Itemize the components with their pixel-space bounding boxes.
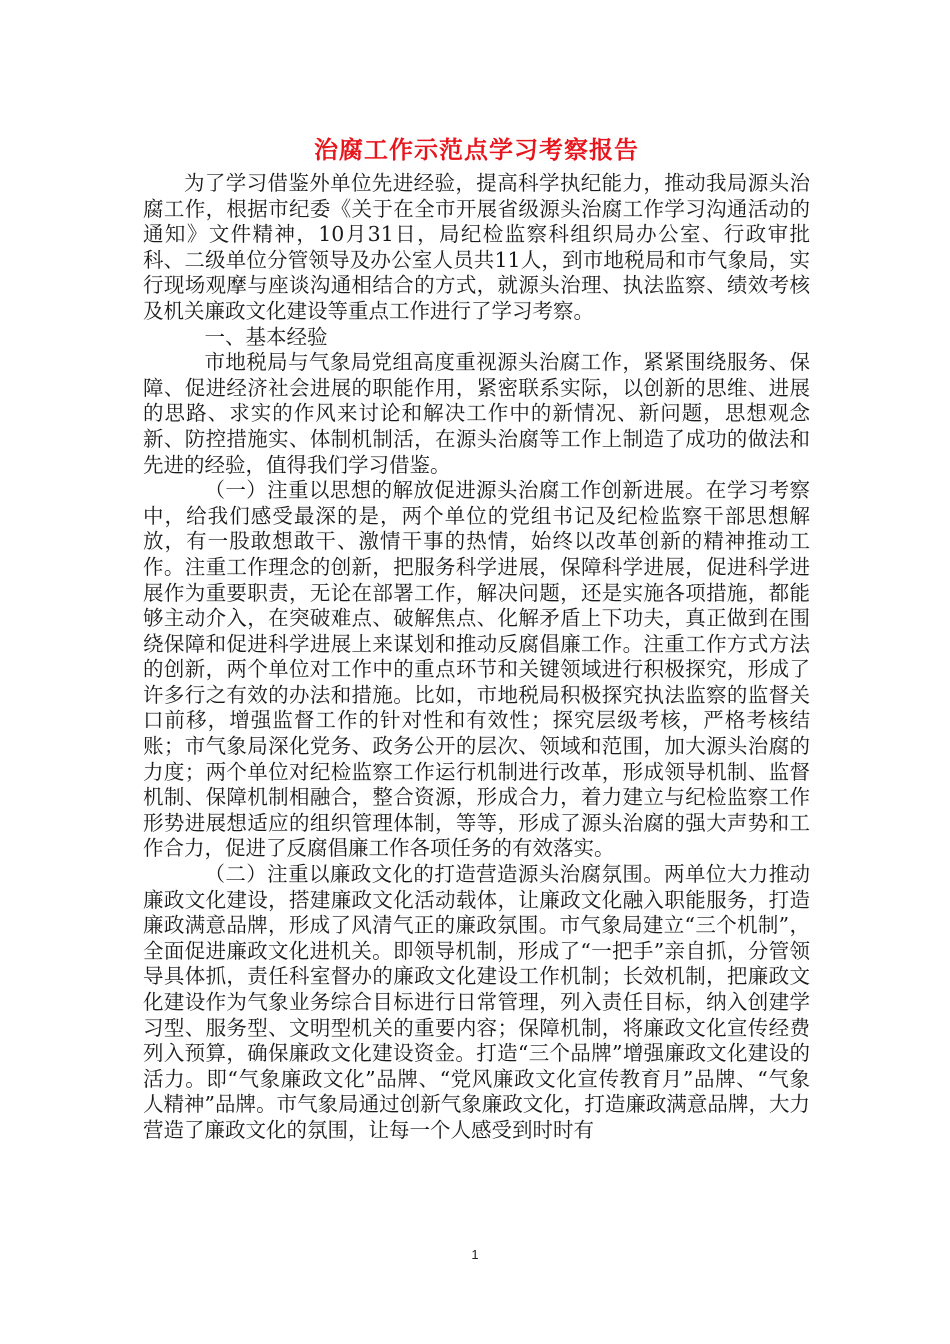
intro-paragraph: 为了学习借鉴外单位先进经验，提高科学执纪能力，推动我局源头治腐工作，根据市纪委《关于在全市开展省级源头治腐工作学习沟通活动的通知》文件精神，10月31日，局纪检监察科组织局办公室、行政审批科、二级单位分管领导及办公室人员共11人，到市地税局和市气象局，实行现场观摩与座谈沟通相结合的方式，就源头治理、执法监察、绩效考核及机关廉政文化建设等重点工作进行了学习考察。 — [143, 171, 810, 323]
body-paragraph: （一）注重以思想的解放促进源头治腐工作创新进展。在学习考察中，给我们感受最深的是，两个单位的党组书记及纪检监察干部思想解放，有一股敢想敢干、激情干事的热情，始终以改革创新的精神推动工作。注重工作理念的创新，把服务科学进展，保障科学进展，促进科学进展作为重要职责，无论在部署工作，解决问题，还是实施各项措施，都能够主动介入，在突破难点、破解焦点、化解矛盾上下功夫，真正做到在围绕保障和促进科学进展上来谋划和推动反腐倡廉工作。注重工作方式方法的创新，两个单位对工作中的重点环节和关键领域进行积极探究，形成了许多行之有效的办法和措施。比如，市地税局积极探究执法监察的监督关口前移，增强监督工作的针对性和有效性；探究层级考核，严格考核结账；市气象局深化党务、政务公开的层次、领域和范围，加大源头治腐的力度；两个单位对纪检监察工作运行机制进行改革，形成领导机制、监督机制、保障机制相融合，整合资源，形成合力，着力建立与纪检监察工作形势进展想适应的组织管理体制，等等，形成了源头治腐的强大声势和工作合力，促进了反腐倡廉工作各项任务的有效落实。 — [143, 478, 810, 861]
body-paragraph: 市地税局与气象局党组高度重视源头治腐工作，紧紧围绕服务、保障、促进经济社会进展的职能作用，紧密联系实际，以创新的思维、进展的思路、求实的作风来讨论和解决工作中的新情况、新问题，思想观念新、防控措施实、体制机制活，在源头治腐等工作上制造了成功的做法和先进的经验，值得我们学习借鉴。 — [143, 350, 810, 477]
body-paragraph: （二）注重以廉政文化的打造营造源头治腐氛围。两单位大力推动廉政文化建设，搭建廉政文化活动载体，让廉政文化融入职能服务，打造廉政满意品牌，形成了风清气正的廉政氛围。市气象局建立“三个机制”，全面促进廉政文化进机关。即领导机制，形成了“一把手”亲自抓，分管领导具体抓，责任科室督办的廉政文化建设工作机制；长效机制，把廉政文化建设作为气象业务综合目标进行日常管理，列入责任目标，纳入创建学习型、服务型、文明型机关的重要内容；保障机制，将廉政文化宣传经费列入预算，确保廉政文化建设资金。打造“三个品牌”增强廉政文化建设的活力。即“气象廉政文化”品牌、“党风廉政文化宣传教育月”品牌、“气象人精神”品牌。市气象局通过创新气象廉政文化，打造廉政满意品牌，大力营造了廉政文化的氛围，让每一个人感受到时时有 — [143, 862, 810, 1142]
document-title: 治腐工作示范点学习考察报告 — [314, 135, 639, 164]
section-heading-basic-experience: 一、基本经验 — [204, 324, 328, 349]
page-number: 1 — [471, 1247, 479, 1262]
document-body — [143, 133, 810, 1144]
